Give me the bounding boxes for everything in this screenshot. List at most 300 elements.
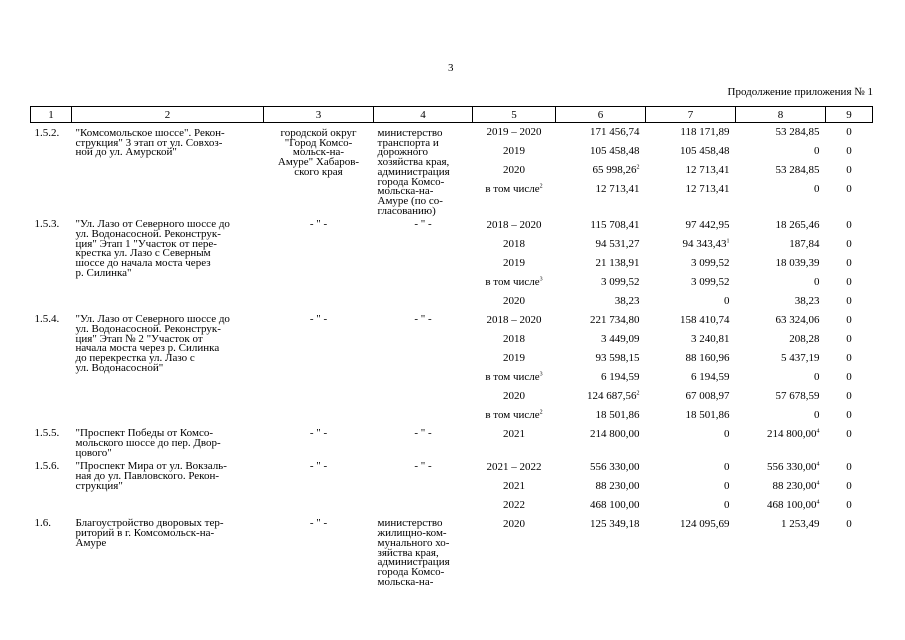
value-text: 0 [724,428,730,441]
row-executor [264,458,374,515]
header-col-8: 8 [736,107,826,123]
row-name-line: ул. Водонасосной. Реконструк- [75,323,221,336]
value-cell [556,477,646,496]
row-col6 [556,515,646,587]
value-cell [826,368,873,387]
footnote-mark: 4 [816,480,820,487]
row-name-line: струкция" 3 этап от ул. Совхоз- [75,136,223,149]
row-col6 [556,458,646,515]
row-number-text: 1.5.2. [34,127,60,139]
row-col9 [826,425,873,458]
value-text: 57 678,59 [775,390,820,403]
value-cell [556,142,646,161]
period-cell [473,477,556,496]
header-col-6: 6 [556,107,646,123]
row-number [31,123,72,217]
value-cell [826,311,873,330]
row-executor-line: - " - [309,460,328,473]
row-periods [473,311,556,425]
footnote-mark: 1 [726,238,730,245]
row-executor [264,123,374,217]
value-text: 18 039,39 [775,257,820,270]
table-row [31,515,873,587]
period-text: 2021 – 2022 [486,461,542,474]
period-text: в том числе [485,409,540,422]
value-cell [646,292,736,311]
row-co-executor-line: администрация [377,556,450,569]
value-cell [736,368,826,387]
value-cell [646,180,736,199]
value-cell [826,142,873,161]
row-periods [473,216,556,311]
row-executor [264,515,374,587]
period-text: 2019 [503,352,525,365]
value-text: 0 [846,276,852,289]
row-executor-line: "Город Комсо- [284,136,353,149]
value-text: 5 437,19 [781,352,820,365]
value-cell [826,330,873,349]
value-text: 118 171,89 [680,126,730,138]
footnote-mark: 4 [816,428,820,435]
row-executor-line: - " - [309,313,328,326]
row-executor-line: мольск-на- [292,146,345,159]
row-name-line: Благоустройство дворовых тер- [75,517,224,530]
value-text: 214 800,00 [590,428,640,441]
row-col8 [736,425,826,458]
header-col-2: 2 [72,107,264,123]
value-cell [826,292,873,311]
row-co-executor-line: дорожного [377,146,429,159]
row-number [31,458,72,515]
value-text: 556 330,00 [590,461,640,474]
period-text: 2020 [503,164,525,176]
row-name-line: "Проспект Победы от Комсо- [75,427,213,440]
row-periods [473,123,556,217]
value-cell [556,458,646,477]
value-text: 208,28 [789,333,820,346]
value-text: 0 [846,333,852,346]
value-text: 88 230,00 [595,480,640,493]
row-col6 [556,311,646,425]
row-name-line: "Комсомольское шоссе". Рекон- [75,127,225,139]
value-cell [556,273,646,292]
value-cell [826,515,873,534]
period-text: 2019 [503,257,525,270]
value-cell [556,216,646,235]
period-text: 2020 [503,295,525,308]
period-text: в том числе [485,276,540,289]
value-text: 0 [846,499,852,512]
row-co-executor-line: министерство [377,517,443,530]
value-text: 171 456,74 [590,126,640,138]
row-col6 [556,425,646,458]
row-number-text: 1.6. [34,517,51,530]
appendix-table [30,106,873,587]
period-cell [473,254,556,273]
value-cell [646,458,736,477]
value-text: 0 [846,352,852,365]
value-text: 0 [724,480,730,493]
value-cell [826,273,873,292]
value-cell [556,425,646,444]
row-col8 [736,311,826,425]
value-cell [826,458,873,477]
value-cell [736,254,826,273]
row-co-executor-line: министерство [377,127,443,139]
value-text: 0 [846,126,852,138]
row-co-executor-line: Амуре (по со- [377,194,443,207]
value-text: 53 284,85 [775,164,820,176]
value-cell [826,425,873,444]
value-cell [736,292,826,311]
value-cell [646,349,736,368]
row-executor-line: Амуре" Хабаров- [277,156,360,169]
header-col-9: 9 [826,107,873,123]
row-name-line: цового" [75,446,112,459]
value-cell [736,330,826,349]
value-cell [646,496,736,515]
row-col9 [826,216,873,311]
row-name [72,425,264,458]
value-cell [556,292,646,311]
row-co-executor-line: - " - [414,218,432,231]
row-executor-line: - " - [309,517,328,530]
row-col7 [646,515,736,587]
header-col-1: 1 [31,107,72,123]
row-col8 [736,458,826,515]
row-name-line: до перекрестка ул. Лазо с [75,352,195,365]
value-text: 0 [846,295,852,308]
row-co-executor-line: зяйства края, [377,546,439,559]
value-cell [736,161,826,180]
row-name [72,515,264,587]
value-text: 0 [814,145,820,157]
value-text: 0 [724,499,730,512]
row-co-executor-line: - " - [414,427,432,440]
value-text: 158 410,74 [680,314,730,327]
header-col-7: 7 [646,107,736,123]
row-name-line: ция" Этап 1 "Участок от пере- [75,237,217,250]
value-cell [736,425,826,444]
value-text: 0 [846,314,852,327]
row-name-line: начала моста через р. Силинка [75,342,220,355]
row-number [31,515,72,587]
row-name-line: ул. Водонасосной" [75,361,164,374]
period-cell [473,368,556,387]
period-cell [473,515,556,534]
value-text: 0 [846,518,852,531]
row-co-executor-line: мольска-на- [377,575,434,588]
row-co-executor-line: администрация [377,165,450,178]
value-cell [736,349,826,368]
row-name-line: крестка ул. Лазо с Северным [75,247,211,260]
value-text: 125 349,18 [590,518,640,531]
value-text: 468 100,00 [590,499,640,512]
row-col9 [826,515,873,587]
value-text: 115 708,41 [590,219,640,232]
value-text: 6 194,59 [601,371,640,384]
row-col8 [736,515,826,587]
value-text: 18 265,46 [775,219,820,232]
row-executor-line: - " - [309,218,328,231]
value-text: 0 [846,409,852,422]
row-col8 [736,123,826,217]
row-col7 [646,123,736,217]
value-text: 0 [846,371,852,384]
value-cell [556,161,646,180]
value-text: 88 230,00 [772,480,817,493]
header-col-4: 4 [374,107,473,123]
continuation-label: Продолжение приложения № 1 [727,86,873,98]
footnote-mark: 2 [636,390,640,397]
footnote-mark: 4 [816,499,820,506]
row-name-line: "Проспект Мира от ул. Вокзаль- [75,460,227,473]
header-col-3: 3 [264,107,374,123]
row-co-executor [374,216,473,311]
value-text: 0 [814,371,820,384]
row-col6 [556,216,646,311]
row-name-line: мольского шоссе до пер. Двор- [75,437,221,450]
value-text: 0 [846,145,852,157]
period-text: 2018 [503,238,525,251]
footnote-mark: 3 [539,371,543,378]
value-cell [826,387,873,406]
value-cell [646,161,736,180]
value-text: 0 [846,480,852,493]
value-text: 63 324,06 [775,314,820,327]
value-text: 12 713,41 [595,183,640,195]
value-text: 67 008,97 [685,390,730,403]
table-row [31,216,873,311]
value-text: 65 998,26 [592,164,637,176]
value-cell [826,216,873,235]
row-co-executor [374,425,473,458]
value-cell [826,180,873,199]
value-cell [646,387,736,406]
value-text: 0 [846,390,852,403]
value-cell [736,180,826,199]
value-text: 93 598,15 [595,352,640,365]
value-text: 38,23 [614,295,640,308]
value-text: 21 138,91 [595,257,640,270]
value-text: 0 [846,183,852,195]
footnote-mark: 2 [636,164,640,171]
row-executor [264,216,374,311]
row-name [72,123,264,217]
period-text: 2018 [503,333,525,346]
value-text: 0 [846,219,852,232]
value-cell [736,496,826,515]
period-cell [473,458,556,477]
value-text: 105 458,48 [590,145,640,157]
value-text: 468 100,00 [767,499,817,512]
value-text: 0 [724,295,730,308]
period-text: 2018 – 2020 [486,219,542,232]
value-cell [826,477,873,496]
table-row [31,123,873,217]
row-periods [473,458,556,515]
row-name-line: ул. Водонасосной. Реконструк- [75,228,221,241]
value-cell [556,180,646,199]
value-text: 124 095,69 [680,518,730,531]
value-text: 0 [846,461,852,474]
value-cell [826,161,873,180]
value-text: 0 [724,461,730,474]
value-text: 0 [846,164,852,176]
value-text: 94 343,43 [682,238,727,251]
value-text: 94 531,27 [595,238,640,251]
row-number-text: 1.5.4. [34,313,60,326]
value-text: 12 713,41 [685,183,730,195]
period-text: 2020 [503,518,525,531]
row-co-executor-line: города Комсо- [377,175,445,188]
period-cell [473,216,556,235]
table-body [31,123,873,588]
row-number [31,425,72,458]
row-periods [473,425,556,458]
row-name-line: ная до ул. Павловского. Рекон- [75,470,220,483]
row-col9 [826,311,873,425]
row-number [31,311,72,425]
row-col7 [646,216,736,311]
value-text: 97 442,95 [685,219,730,232]
value-text: 221 734,80 [590,314,640,327]
row-col6 [556,123,646,217]
value-text: 3 099,52 [691,276,730,289]
value-text: 214 800,00 [767,428,817,441]
row-co-executor-line: города Комсо- [377,565,445,578]
value-cell [736,123,826,142]
period-text: 2021 [503,428,525,441]
row-co-executor [374,123,473,217]
period-cell [473,142,556,161]
value-cell [646,235,736,254]
row-name-line: "Ул. Лазо от Северного шоссе до [75,313,230,326]
row-name-line: струкция" [75,479,123,492]
footnote-mark: 3 [539,276,543,283]
row-co-executor-line: хозяйства края, [377,156,450,169]
value-cell [556,368,646,387]
value-cell [646,330,736,349]
value-cell [556,387,646,406]
table-row [31,425,873,458]
row-executor-line: городской округ [280,127,357,139]
row-co-executor-line: жилищно-ком- [377,527,447,540]
row-co-executor-line: - " - [414,460,432,473]
row-col9 [826,123,873,217]
row-co-executor [374,311,473,425]
row-number-text: 1.5.3. [34,218,60,231]
value-text: 3 099,52 [691,257,730,270]
value-cell [736,387,826,406]
row-name-line: риторий в г. Комсомольск-на- [75,527,215,540]
value-text: 0 [814,409,820,422]
value-text: 3 449,09 [601,333,640,346]
value-cell [826,123,873,142]
value-text: 105 458,48 [680,145,730,157]
period-cell [473,311,556,330]
row-co-executor [374,515,473,587]
value-cell [646,368,736,387]
row-executor-line: ского края [294,165,343,178]
period-cell [473,330,556,349]
period-cell [473,292,556,311]
value-cell [826,254,873,273]
value-cell [736,515,826,534]
value-text: 0 [846,428,852,441]
period-cell [473,180,556,199]
value-cell [646,254,736,273]
period-cell [473,496,556,515]
row-executor-line: - " - [309,427,328,440]
row-col7 [646,458,736,515]
period-cell [473,235,556,254]
value-text: 0 [814,183,820,195]
value-text: 187,84 [789,238,820,251]
footnote-mark: 4 [816,461,820,468]
row-number-text: 1.5.6. [34,460,60,473]
value-text: 3 240,81 [691,333,730,346]
value-cell [556,349,646,368]
value-cell [646,515,736,534]
row-col8 [736,216,826,311]
row-name [72,311,264,425]
value-text: 6 194,59 [691,371,730,384]
row-number [31,216,72,311]
value-cell [736,477,826,496]
value-cell [736,273,826,292]
period-cell [473,425,556,444]
period-text: 2019 [503,145,525,157]
value-text: 0 [846,257,852,270]
row-name-line: ной до ул. Амурской" [75,146,177,159]
row-col9 [826,458,873,515]
row-executor [264,311,374,425]
value-text: 53 284,85 [775,126,820,138]
header-col-5: 5 [473,107,556,123]
value-cell [556,515,646,534]
period-cell [473,123,556,142]
row-executor [264,425,374,458]
period-cell [473,406,556,425]
row-co-executor-line: гласованию) [377,204,436,217]
value-cell [556,254,646,273]
value-cell [556,406,646,425]
value-cell [826,349,873,368]
period-text: 2022 [503,499,525,512]
value-cell [556,330,646,349]
row-number-text: 1.5.5. [34,427,60,440]
value-cell [826,406,873,425]
row-co-executor [374,458,473,515]
period-text: 2019 – 2020 [486,126,542,138]
value-cell [736,235,826,254]
row-name-line: р. Силинка" [75,266,132,279]
header-row [31,107,873,123]
value-cell [826,496,873,515]
footnote-mark: 2 [539,409,543,416]
row-name-line: Амуре [75,536,107,549]
value-text: 88 160,96 [685,352,730,365]
value-cell [646,477,736,496]
row-co-executor-line: - " - [414,313,432,326]
period-cell [473,273,556,292]
period-text: 2020 [503,390,525,403]
value-cell [646,406,736,425]
value-text: 18 501,86 [685,409,730,422]
period-text: 2018 – 2020 [486,314,542,327]
footnote-mark: 2 [539,183,543,190]
